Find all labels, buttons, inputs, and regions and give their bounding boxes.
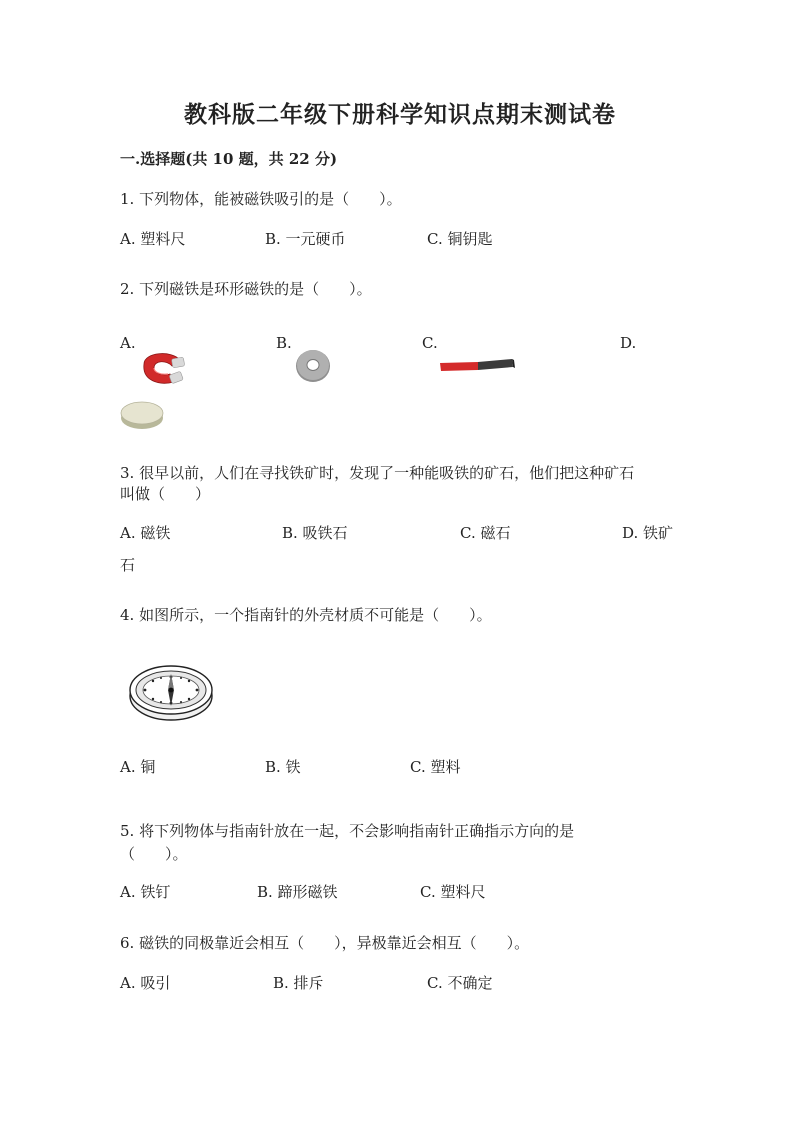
- page-title: 教科版二年级下册科学知识点期末测试卷: [184, 101, 616, 128]
- q5-option-c: C. 塑料尺: [420, 883, 486, 901]
- q6-option-a: A. 吸引: [120, 974, 171, 992]
- q6-option-b: B. 排斥: [273, 974, 324, 992]
- horseshoe-magnet-image: [134, 346, 192, 386]
- q3-option-d-wrap: 石: [120, 556, 136, 574]
- q3-option-b: B. 吸铁石: [282, 524, 348, 542]
- q3-option-d: D. 铁矿: [622, 524, 674, 542]
- question-3-stem-line-1: 3. 很早以前，人们在寻找铁矿时，发现了一种能吸铁的矿石，他们把这种矿石: [120, 464, 635, 482]
- q3-option-c: C. 磁石: [460, 524, 511, 542]
- section-heading: 一.选择题(共 10 题，共 22 分): [120, 150, 338, 168]
- question-6-stem: 6. 磁铁的同极靠近会相互（ ），异极靠近会相互（ ）。: [120, 934, 530, 952]
- q2-option-d: D.: [620, 334, 637, 352]
- q6-option-c: C. 不确定: [427, 974, 493, 992]
- question-3-stem-line-2: 叫做（ ）: [120, 485, 211, 503]
- q1-option-b: B. 一元硬币: [265, 230, 346, 248]
- bar-magnet-image: [438, 356, 516, 376]
- question-1-stem: 1. 下列物体，能被磁铁吸引的是（ ）。: [120, 190, 402, 208]
- q4-option-a: A. 铜: [120, 758, 156, 776]
- q5-option-b: B. 蹄形磁铁: [257, 883, 338, 901]
- q5-option-a: A. 铁钉: [120, 883, 171, 901]
- q3-option-a: A. 磁铁: [120, 524, 171, 542]
- question-2-stem: 2. 下列磁铁是环形磁铁的是（ ）。: [120, 280, 372, 298]
- ring-magnet-image: [293, 348, 333, 384]
- q2-option-b: B.: [276, 334, 292, 352]
- question-5-stem-line-1: 5. 将下列物体与指南针放在一起，不会影响指南针正确指示方向的是: [120, 822, 575, 840]
- disc-magnet-image: [118, 398, 166, 432]
- question-4-stem: 4. 如图所示，一个指南针的外壳材质不可能是（ ）。: [120, 606, 492, 624]
- q1-option-c: C. 铜钥匙: [427, 230, 493, 248]
- q4-option-c: C. 塑料: [410, 758, 461, 776]
- compass-image: [128, 656, 214, 724]
- question-5-stem-line-2: （ ）。: [120, 845, 188, 863]
- q4-option-b: B. 铁: [265, 758, 301, 776]
- q1-option-a: A. 塑料尺: [120, 230, 186, 248]
- q2-option-a: A.: [120, 334, 136, 352]
- q2-option-c: C.: [422, 334, 438, 352]
